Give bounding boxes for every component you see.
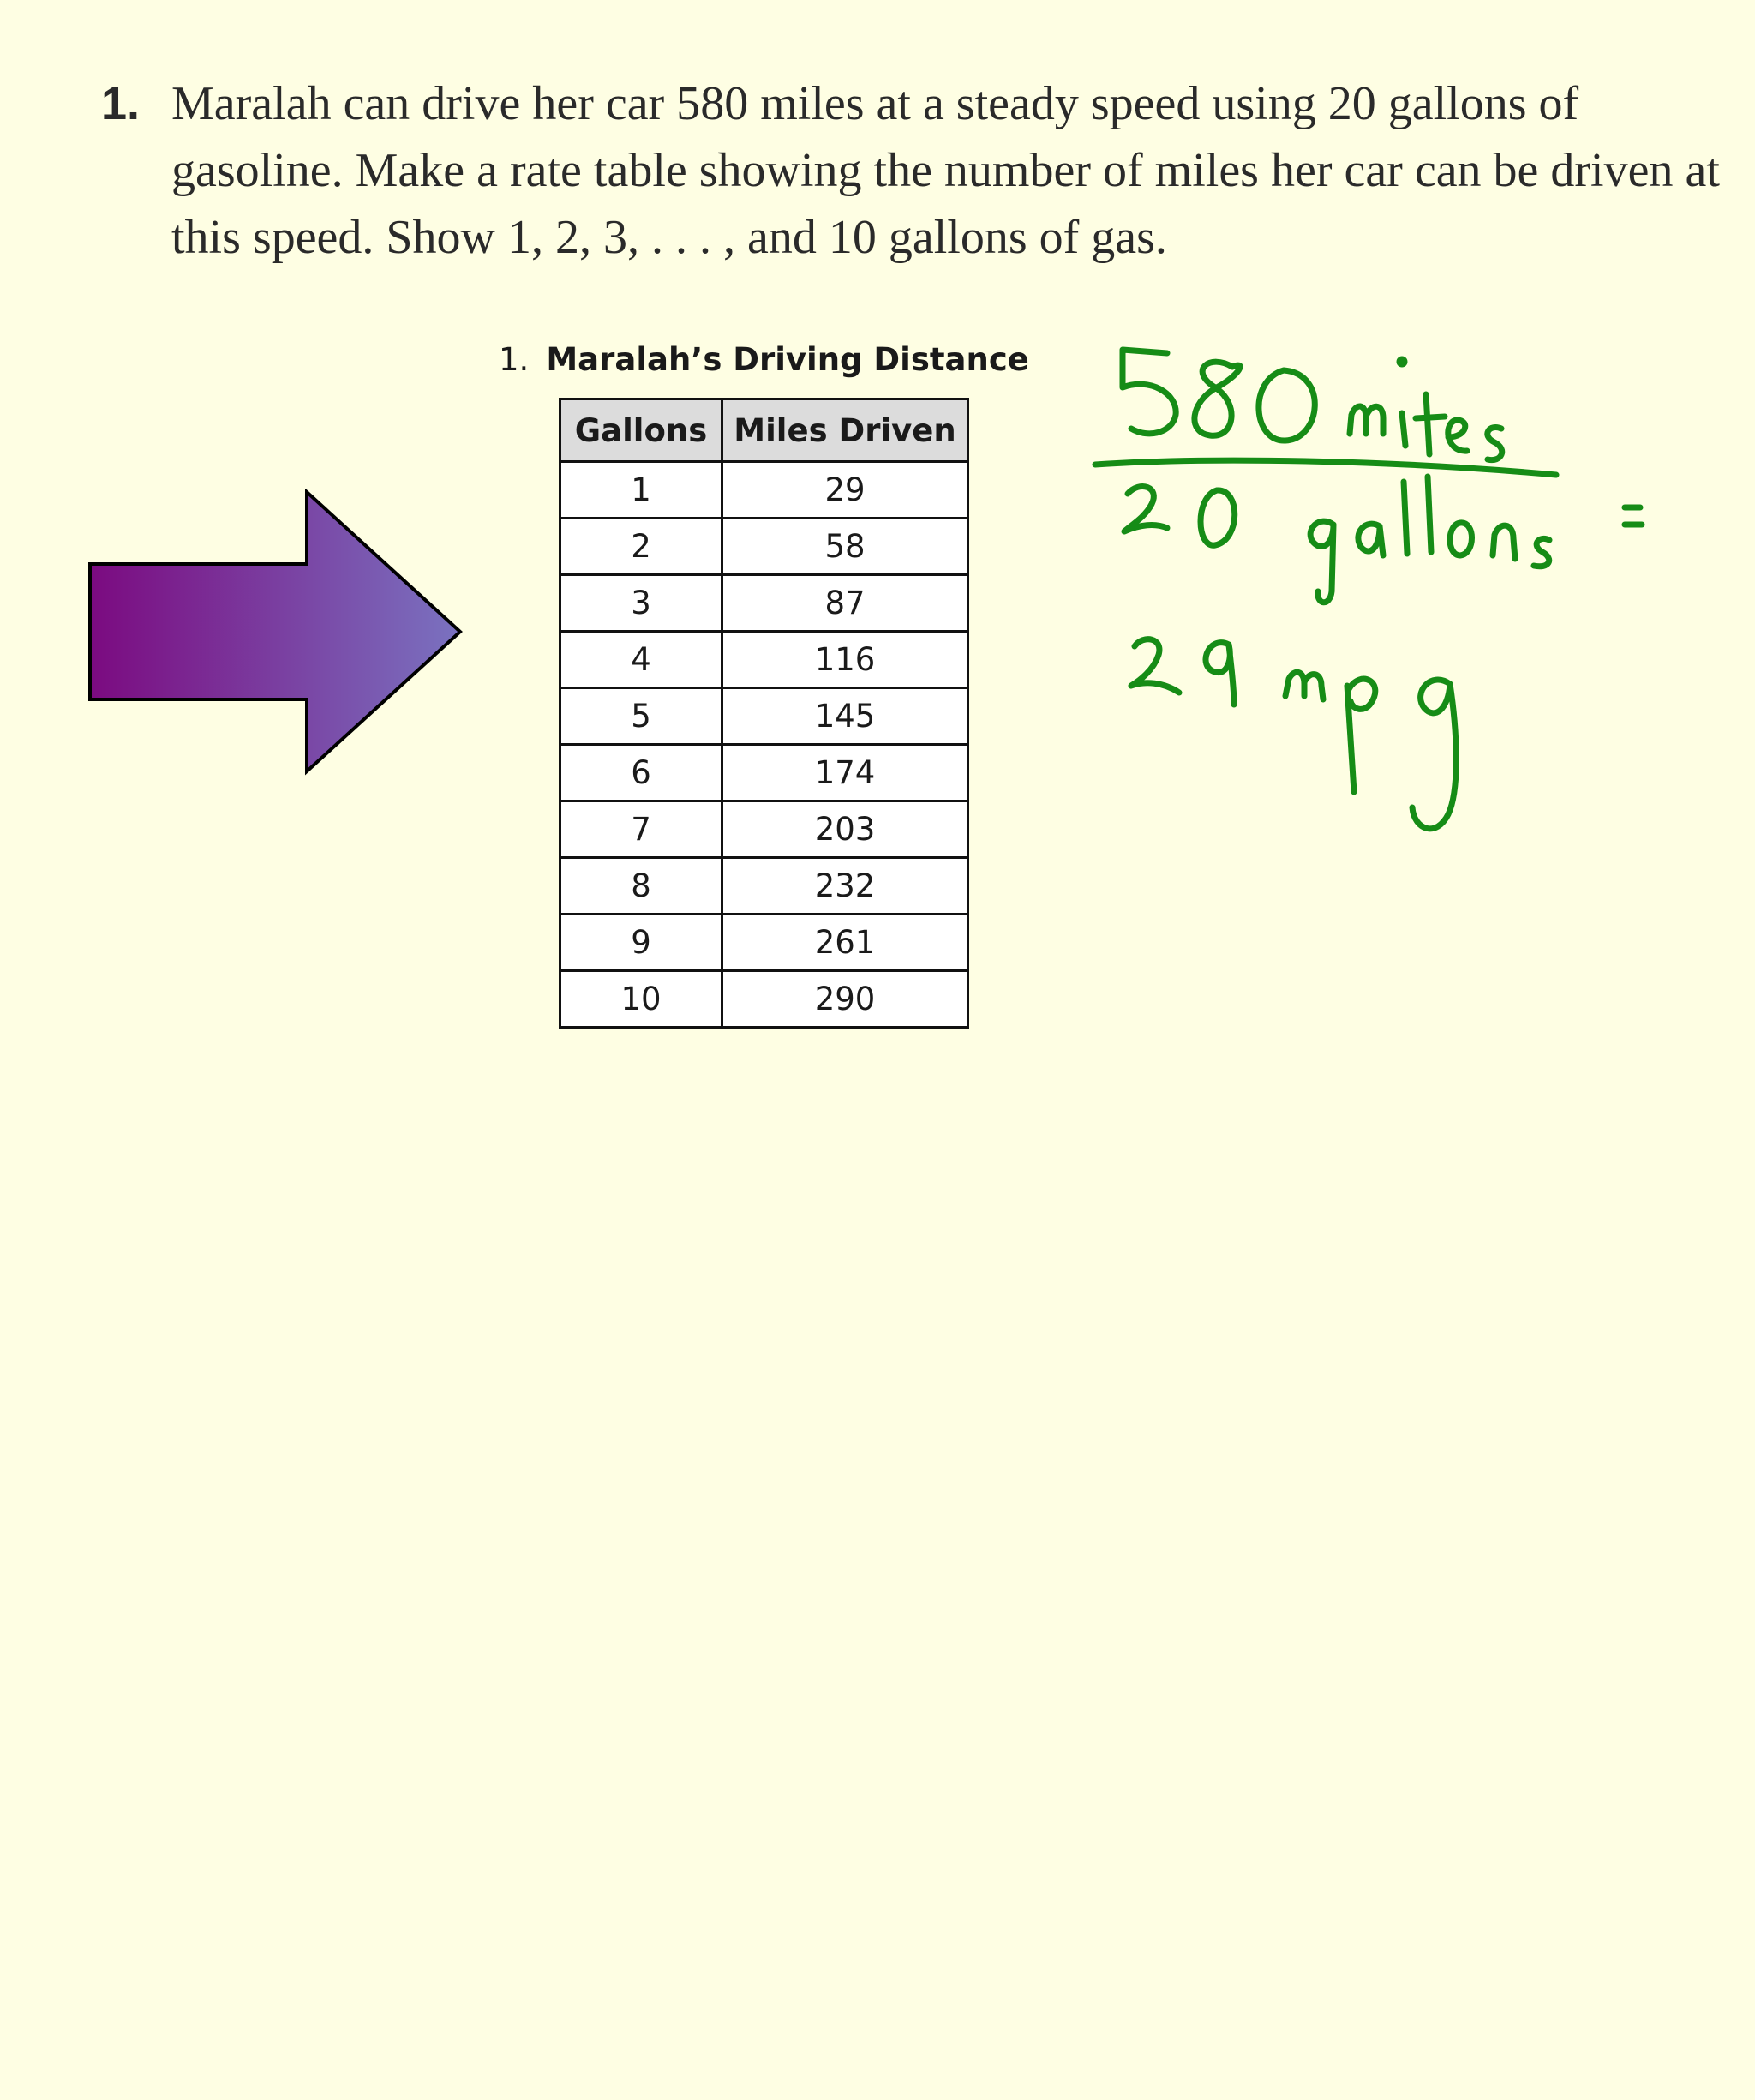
gallons-cell: 1 — [560, 462, 722, 519]
miles-driven-cell: 232 — [722, 858, 968, 915]
handwritten-numerator — [1123, 350, 1502, 460]
gallons-cell: 7 — [560, 801, 722, 858]
header-gallons: Gallons — [560, 399, 722, 462]
table-caption-number: 1. — [499, 341, 530, 378]
table-caption-title: Maralah’s Driving Distance — [546, 341, 1029, 378]
miles-driven-cell: 203 — [722, 801, 968, 858]
miles-driven-cell: 145 — [722, 688, 968, 745]
gallons-cell: 6 — [560, 745, 722, 801]
miles-driven-cell: 174 — [722, 745, 968, 801]
problem-text: Maralah can drive her car 580 miles at a steady speed using 20 gallons of gasoline. Make a rate table showing the number of miles her car can be driven at this speed. Show 1, 2, 3, . . . , and 10 gallons of gas. — [171, 77, 1720, 264]
miles-driven-cell: 29 — [722, 462, 968, 519]
handwritten-denominator — [1124, 477, 1642, 603]
gallons-cell: 5 — [560, 688, 722, 745]
handwritten-result — [1131, 639, 1456, 829]
header-miles-driven: Miles Driven — [722, 399, 968, 462]
gallons-cell: 3 — [560, 575, 722, 632]
problem-number: 1. — [101, 78, 141, 129]
miles-driven-cell: 290 — [722, 971, 968, 1028]
gallons-cell: 4 — [560, 632, 722, 688]
miles-driven-cell: 261 — [722, 915, 968, 971]
gallons-cell: 8 — [560, 858, 722, 915]
handwritten-fraction-bar — [1095, 460, 1556, 475]
miles-driven-cell: 87 — [722, 575, 968, 632]
miles-driven-cell: 58 — [722, 519, 968, 575]
gallons-cell: 9 — [560, 915, 722, 971]
miles-driven-cell: 116 — [722, 632, 968, 688]
gallons-cell: 10 — [560, 971, 722, 1028]
gallons-cell: 2 — [560, 519, 722, 575]
